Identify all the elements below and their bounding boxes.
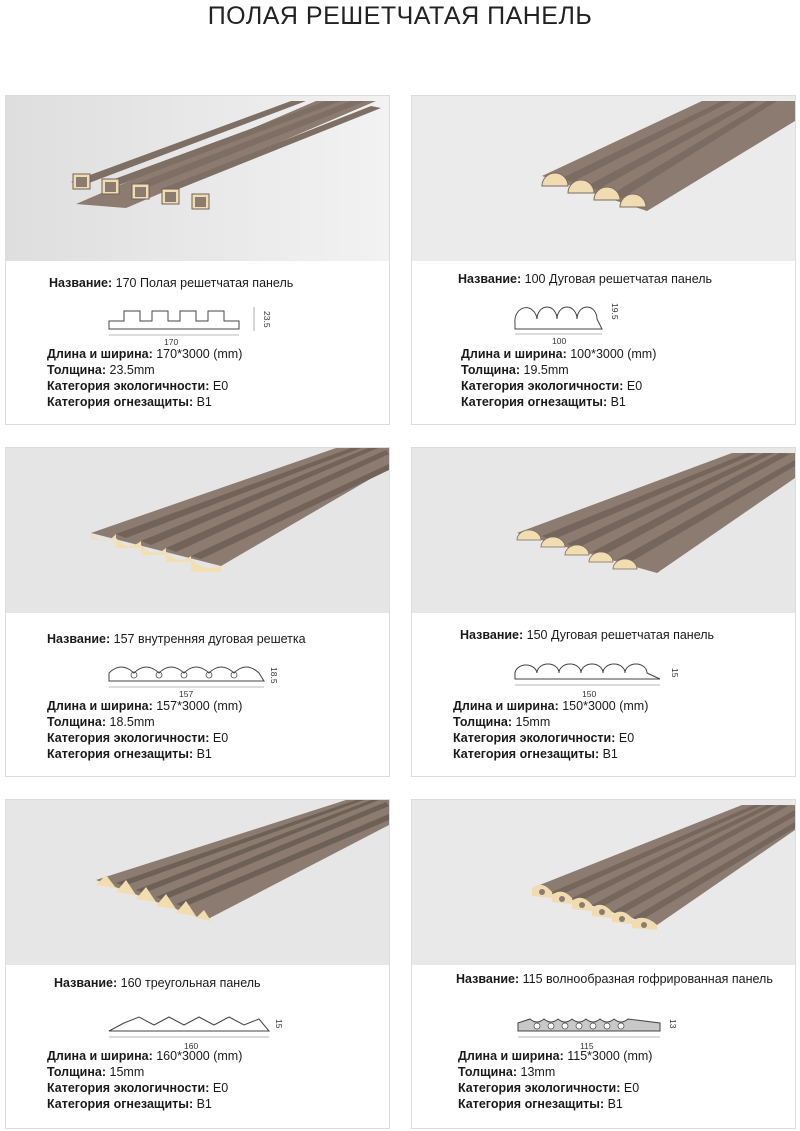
fire-spec: Категория огнезащиты: B1 — [47, 747, 212, 761]
eco-spec: Категория экологичности: E0 — [47, 731, 229, 745]
product-card-115 — [411, 799, 796, 1129]
thickness-spec: Толщина: 15mm — [47, 1065, 145, 1079]
inner-arc-profile-icon — [104, 653, 284, 697]
svg-text:157: 157 — [179, 689, 194, 697]
size-spec: Длина и ширина: 160*3000 (mm) — [47, 1049, 243, 1063]
eco-spec: Категория экологичности: E0 — [458, 1081, 640, 1095]
thickness-spec: Толщина: 13mm — [458, 1065, 556, 1079]
svg-text:150: 150 — [582, 689, 597, 697]
product-photo — [412, 96, 795, 261]
page-title: ПОЛАЯ РЕШЕТЧАТАЯ ПАНЕЛЬ — [207, 2, 593, 30]
product-card-157 — [5, 447, 390, 777]
product-photo — [6, 448, 389, 613]
hollow-square-profile-icon — [104, 301, 284, 345]
product-card-150 — [411, 447, 796, 777]
fire-spec: Категория огнезащиты: B1 — [453, 747, 618, 761]
eco-spec: Категория экологичности: E0 — [453, 731, 635, 745]
product-name: Название: 170 Полая решетчатая панель — [49, 276, 294, 290]
size-spec: Длина и ширина: 100*3000 (mm) — [461, 347, 657, 361]
svg-text:19.5: 19.5 — [610, 303, 620, 320]
product-name: Название: 157 внутренняя дуговая решетка — [47, 632, 306, 646]
size-spec: Длина и ширина: 150*3000 (mm) — [453, 699, 649, 713]
eco-spec: Категория экологичности: E0 — [47, 379, 229, 393]
svg-text:18.5: 18.5 — [269, 667, 279, 684]
product-photo — [6, 800, 389, 965]
fire-spec: Категория огнезащиты: B1 — [47, 1097, 212, 1111]
product-name: Название: 115 волнообразная гофрированная панель — [456, 972, 773, 986]
svg-text:15: 15 — [274, 1019, 284, 1029]
svg-text:13: 13 — [668, 1019, 678, 1029]
wave-profile-icon — [510, 1005, 690, 1049]
eco-spec: Категория экологичности: E0 — [47, 1081, 229, 1095]
size-spec: Длина и ширина: 170*3000 (mm) — [47, 347, 243, 361]
product-name: Название: 150 Дуговая решетчатая панель — [460, 628, 715, 642]
thickness-spec: Толщина: 23.5mm — [47, 363, 155, 377]
svg-text:23.5: 23.5 — [262, 311, 272, 328]
product-name: Название: 100 Дуговая решетчатая панель — [458, 272, 713, 286]
size-spec: Длина и ширина: 157*3000 (mm) — [47, 699, 243, 713]
thickness-spec: Толщина: 15mm — [453, 715, 551, 729]
size-spec: Длина и ширина: 115*3000 (mm) — [458, 1049, 653, 1063]
product-photo — [6, 96, 389, 261]
fire-spec: Категория огнезащиты: B1 — [458, 1097, 623, 1111]
thickness-spec: Толщина: 18.5mm — [47, 715, 155, 729]
product-card-170 — [5, 95, 390, 425]
eco-spec: Категория экологичности: E0 — [461, 379, 643, 393]
arc-profile-icon — [510, 301, 690, 345]
thickness-spec: Толщина: 19.5mm — [461, 363, 569, 377]
fire-spec: Категория огнезащиты: B1 — [461, 395, 626, 409]
arc-profile-icon — [510, 653, 690, 697]
product-card-100 — [411, 95, 796, 425]
product-photo — [412, 800, 795, 965]
product-name: Название: 160 треугольная панель — [54, 976, 261, 990]
product-photo — [412, 448, 795, 613]
svg-text:115: 115 — [580, 1041, 594, 1049]
svg-text:15: 15 — [670, 668, 680, 678]
fire-spec: Категория огнезащиты: B1 — [47, 395, 212, 409]
svg-text:160: 160 — [184, 1041, 199, 1049]
svg-text:170: 170 — [164, 337, 179, 345]
svg-text:100: 100 — [552, 336, 567, 345]
product-card-160 — [5, 799, 390, 1129]
triangle-profile-icon — [104, 1005, 284, 1049]
